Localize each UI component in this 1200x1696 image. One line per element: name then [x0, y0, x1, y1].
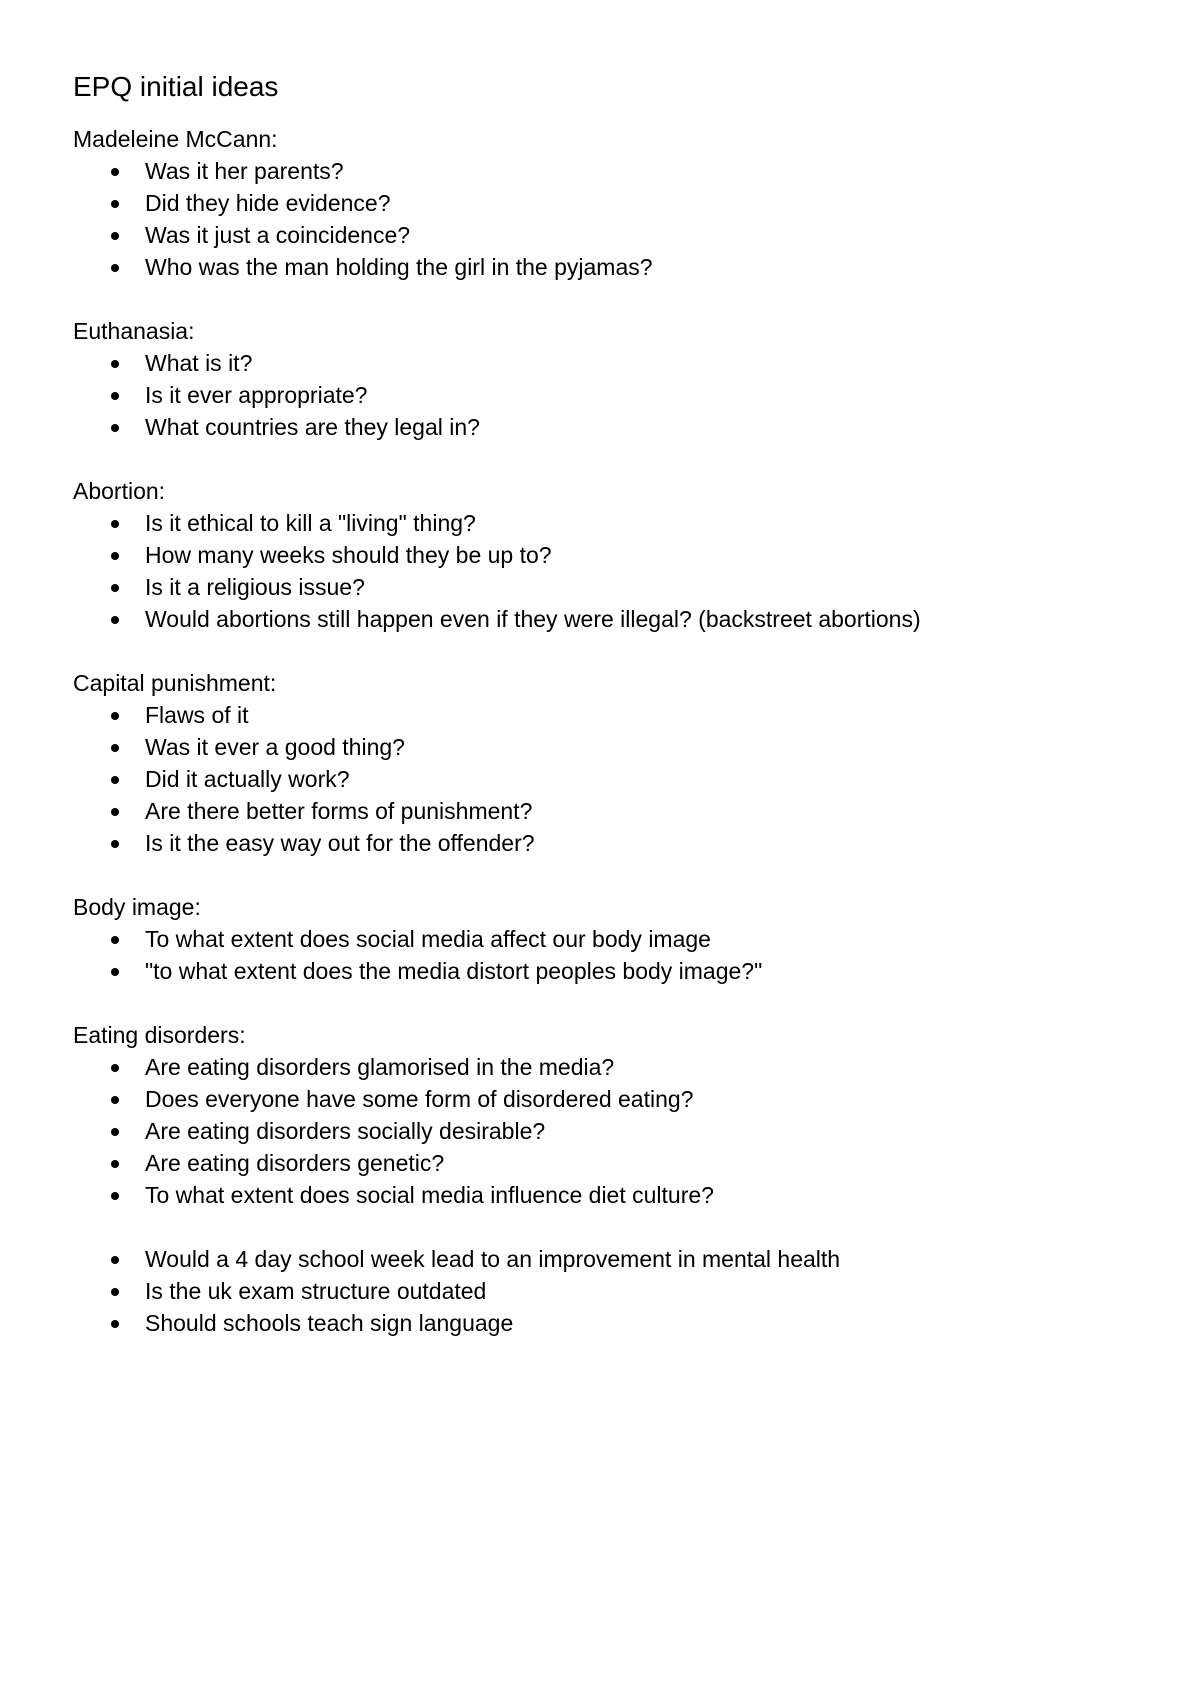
- bullet-list: [73, 155, 1133, 283]
- bullet-list: [73, 1051, 1133, 1211]
- list-item: [73, 571, 1133, 603]
- bullet-icon: [111, 1288, 119, 1296]
- bullet-list: [73, 699, 1133, 859]
- list-item: [73, 187, 1133, 219]
- bullet-list: [73, 507, 1133, 635]
- list-item-text: To what extent does social media affect our body image: [145, 926, 711, 952]
- list-item: [73, 219, 1133, 251]
- list-item: [73, 251, 1133, 283]
- list-item: [73, 923, 1133, 955]
- list-item-text: Flaws of it: [145, 702, 249, 728]
- list-item: [73, 1083, 1133, 1115]
- list-item-text: "to what extent does the media distort peoples body image?": [145, 958, 763, 984]
- bullet-icon: [111, 1160, 119, 1168]
- bullet-icon: [111, 360, 119, 368]
- section-heading: Capital punishment:: [73, 670, 277, 696]
- list-item: [73, 795, 1133, 827]
- list-item: [73, 1147, 1133, 1179]
- section-heading: Abortion:: [73, 478, 166, 504]
- list-item-text: Is it ever appropriate?: [145, 382, 368, 408]
- list-item-text: Who was the man holding the girl in the pyjamas?: [145, 254, 653, 280]
- list-item-text: What is it?: [145, 350, 253, 376]
- section-euthanasia: [73, 315, 1133, 443]
- bullet-icon: [111, 1256, 119, 1264]
- list-item: [73, 411, 1133, 443]
- list-item-text: Would abortions still happen even if they were illegal? (backstreet abortions): [145, 606, 921, 632]
- list-item: [73, 347, 1133, 379]
- bullet-icon: [111, 1320, 119, 1328]
- list-item-text: To what extent does social media influence diet culture?: [145, 1182, 714, 1208]
- bullet-list: [73, 923, 1133, 987]
- list-item-text: Is it the easy way out for the offender?: [145, 830, 535, 856]
- list-item: [73, 699, 1133, 731]
- bullet-icon: [111, 520, 119, 528]
- bullet-icon: [111, 168, 119, 176]
- list-item: [73, 763, 1133, 795]
- list-item-text: Is it a religious issue?: [145, 574, 365, 600]
- list-item-text: How many weeks should they be up to?: [145, 542, 552, 568]
- list-item: [73, 603, 1133, 635]
- bullet-icon: [111, 424, 119, 432]
- list-item-text: Are eating disorders genetic?: [145, 1150, 445, 1176]
- bullet-icon: [111, 264, 119, 272]
- bullet-icon: [111, 1096, 119, 1104]
- list-item-text: Are there better forms of punishment?: [145, 798, 533, 824]
- bullet-list: [73, 347, 1133, 443]
- bullet-icon: [111, 616, 119, 624]
- list-item: [73, 1275, 1133, 1307]
- bullet-icon: [111, 552, 119, 560]
- list-item: [73, 1179, 1133, 1211]
- section-heading: Madeleine McCann:: [73, 126, 278, 152]
- bullet-icon: [111, 712, 119, 720]
- document-page: [73, 70, 1133, 1371]
- list-item: [73, 379, 1133, 411]
- list-item-text: Does everyone have some form of disordered eating?: [145, 1086, 694, 1112]
- list-item: [73, 507, 1133, 539]
- section-capital-punishment: [73, 667, 1133, 859]
- bullet-icon: [111, 840, 119, 848]
- list-item-text: Is it ethical to kill a "living" thing?: [145, 510, 476, 536]
- document-title: EPQ initial ideas: [73, 71, 279, 102]
- list-item-text: Are eating disorders glamorised in the media?: [145, 1054, 615, 1080]
- bullet-icon: [111, 392, 119, 400]
- list-item: [73, 955, 1133, 987]
- section-school-ideas: [73, 1243, 1133, 1339]
- section-heading: Euthanasia:: [73, 318, 195, 344]
- bullet-icon: [111, 1064, 119, 1072]
- list-item-text: What countries are they legal in?: [145, 414, 480, 440]
- bullet-icon: [111, 1128, 119, 1136]
- section-heading: Body image:: [73, 894, 201, 920]
- list-item-text: Is the uk exam structure outdated: [145, 1278, 487, 1304]
- section-body-image: [73, 891, 1133, 987]
- list-item-text: Did it actually work?: [145, 766, 350, 792]
- bullet-icon: [111, 200, 119, 208]
- list-item-text: Should schools teach sign language: [145, 1310, 514, 1336]
- bullet-icon: [111, 776, 119, 784]
- list-item: [73, 155, 1133, 187]
- section-abortion: [73, 475, 1133, 635]
- list-item: [73, 731, 1133, 763]
- bullet-list: [73, 1243, 1133, 1339]
- list-item-text: Was it her parents?: [145, 158, 344, 184]
- list-item: [73, 1115, 1133, 1147]
- bullet-icon: [111, 936, 119, 944]
- list-item-text: Was it just a coincidence?: [145, 222, 411, 248]
- list-item: [73, 539, 1133, 571]
- bullet-icon: [111, 808, 119, 816]
- list-item: [73, 827, 1133, 859]
- bullet-icon: [111, 1192, 119, 1200]
- bullet-icon: [111, 232, 119, 240]
- list-item-text: Are eating disorders socially desirable?: [145, 1118, 546, 1144]
- list-item: [73, 1243, 1133, 1275]
- list-item-text: Did they hide evidence?: [145, 190, 391, 216]
- bullet-icon: [111, 744, 119, 752]
- section-heading: Eating disorders:: [73, 1022, 246, 1048]
- list-item-text: Would a 4 day school week lead to an improvement in mental health: [145, 1246, 841, 1272]
- bullet-icon: [111, 968, 119, 976]
- list-item: [73, 1051, 1133, 1083]
- section-eating-disorders: [73, 1019, 1133, 1211]
- list-item-text: Was it ever a good thing?: [145, 734, 405, 760]
- section-madeleine-mccann: [73, 123, 1133, 283]
- list-item: [73, 1307, 1133, 1339]
- bullet-icon: [111, 584, 119, 592]
